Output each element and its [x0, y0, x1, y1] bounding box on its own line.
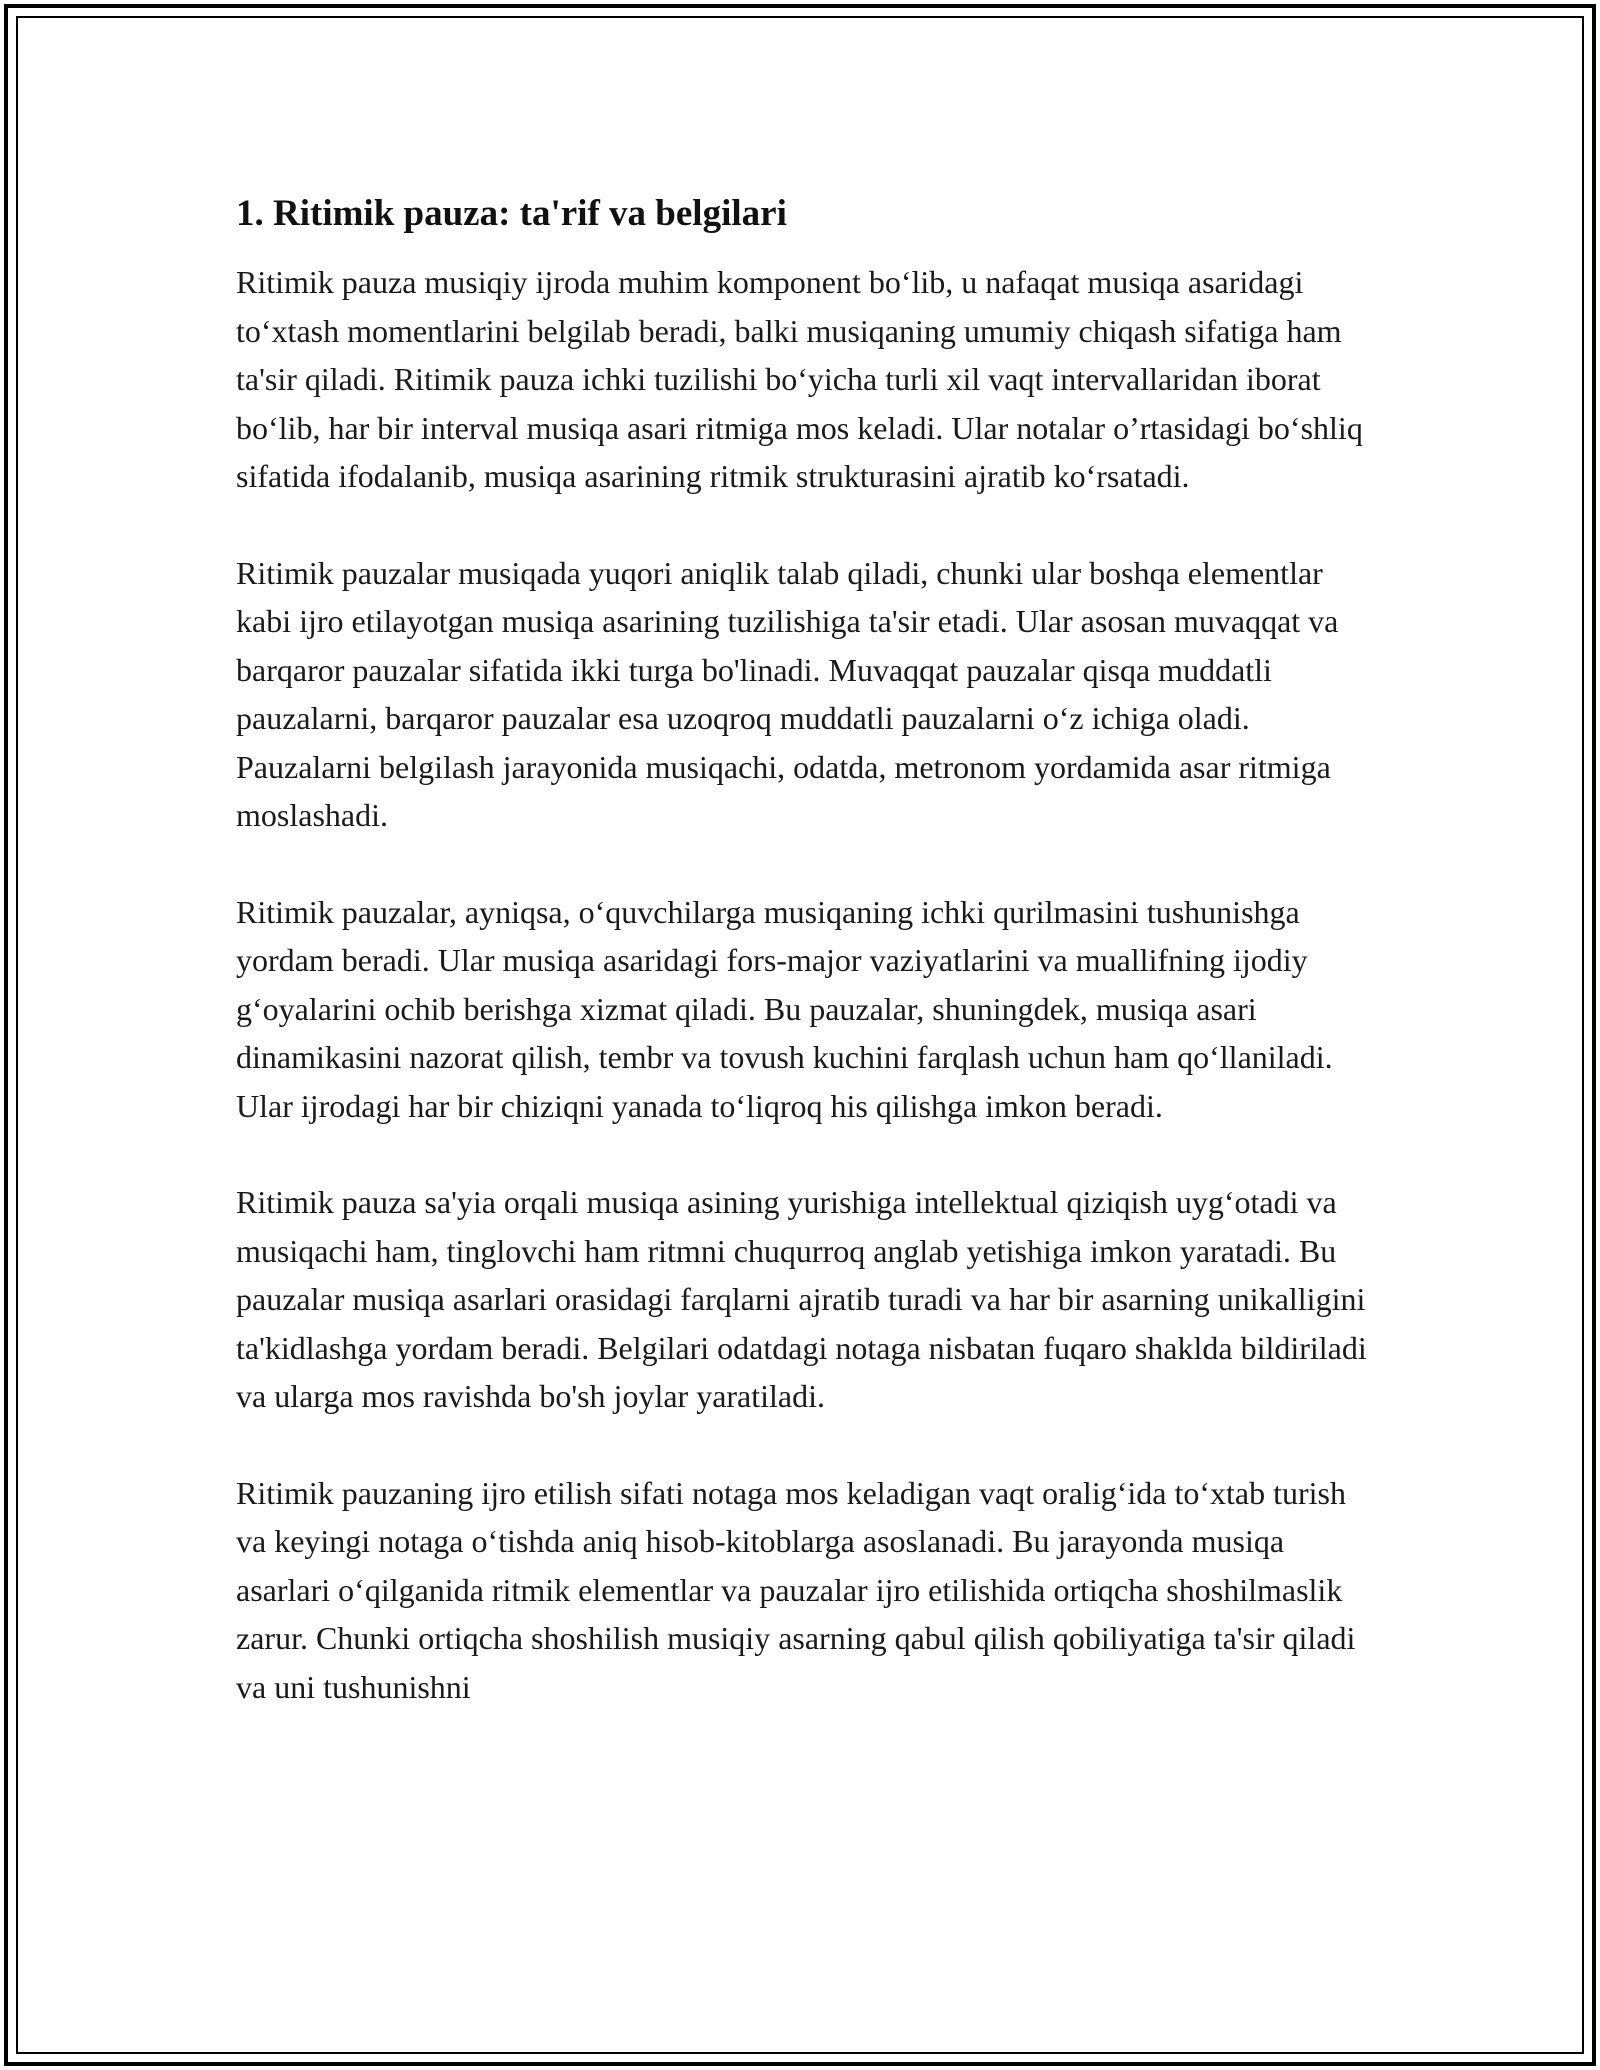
section-heading: 1. Ritimik pauza: ta'rif va belgilari: [236, 193, 787, 234]
paragraph-2: Ritimik pauzalar musiqada yuqori aniqlik talab qiladi, chunki ular boshqa elementlar kabi ijro etilayotgan musiqa asarining tuzilishiga ta'sir etadi. Ular asosan muvaqqat va barqaror pauzalar sifatida ikki turga bo'linadi. Muvaqqat pauzalar qisqa muddatli pauzalarni, barqaror pauzalar esa uzoqroq muddatli pauzalarni o‘z ichiga oladi. Pauzalarni belgilash jarayonida musiqachi, odatda, metronom yordamida asar ritmiga moslashadi.: [236, 554, 1339, 833]
paragraph-4: Ritimik pauza sa'yia orqali musiqa asining yurishiga intellektual qiziqish uyg‘otadi va musiqachi ham, tinglovchi ham ritmni chuqurroq anglab yetishiga imkon yaratadi. Bu pauzalar musiqa asarlari orasidagi farqlarni ajratib turadi va har bir asarning unikalligini ta'kidlashga yordam beradi. Belgilari odatdagi notaga nisbatan fuqaro shaklda bildiriladi va ularga mos ravishda bo'sh joylar yaratiladi.: [236, 1184, 1367, 1414]
paragraph-5: Ritimik pauzaning ijro etilish sifati notaga mos keladigan vaqt oralig‘ida to‘xtab turish va keyingi notaga o‘tishda aniq hisob-kitoblarga asoslanadi. Bu jarayonda musiqa asarlari o‘qilganida ritmik elementlar va pauzalar ijro etilishida ortiqcha shoshilmaslik zarur. Chunki ortiqcha shoshilish musiqiy asarning qabul qilish qobiliyatiga ta'sir qiladi va uni tushunishni: [236, 1474, 1356, 1705]
paragraph-1: Ritimik pauza musiqiy ijroda muhim komponent bo‘lib, u nafaqat musiqa asaridagi to‘xtash momentlarini belgilab beradi, balki musiqaning umumiy chiqash sifatiga ham ta'sir qiladi. Ritimik pauza ichki tuzilishi bo‘yicha turli xil vaqt intervallaridan iborat bo‘lib, har bir interval musiqa asari ritmiga mos keladi. Ular notalar o’rtasidagi bo‘shliq sifatida ifodalanib, musiqa asarining ritmik strukturasini ajratib ko‘rsatadi.: [236, 264, 1363, 494]
document-body: [236, 190, 1376, 1759]
paragraph-3: Ritimik pauzalar, ayniqsa, o‘quvchilarga musiqaning ichki qurilmasini tushunishga yordam beradi. Ular musiqa asaridagi fors-major vaziyatlarini va muallifning ijodiy g‘oyalarini ochib berishga xizmat qiladi. Bu pauzalar, shuningdek, musiqa asari dinamikasini nazorat qilish, tembr va tovush kuchini farqlash uchun ham qo‘llaniladi. Ular ijrodagi har bir chiziqni yanada to‘liqroq his qilishga imkon beradi.: [236, 893, 1333, 1124]
